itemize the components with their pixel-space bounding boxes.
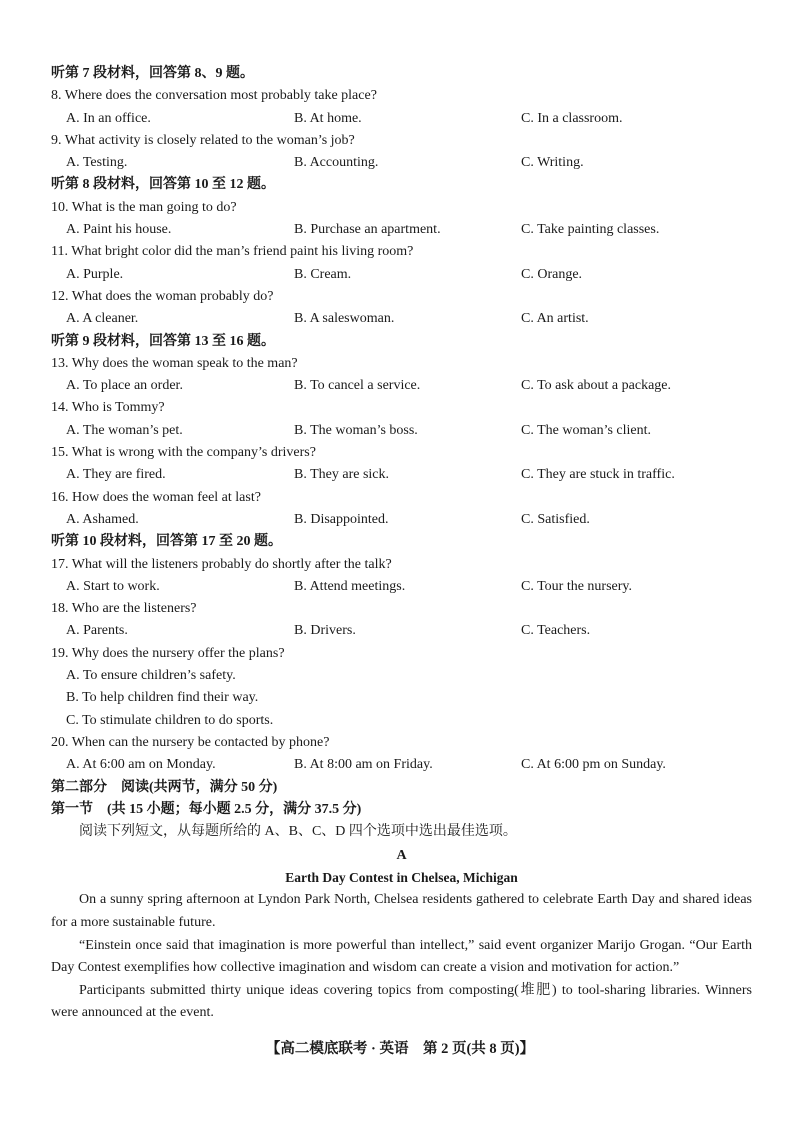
question-13-stem: 13. Why does the woman speak to the man?: [51, 355, 298, 371]
part-2-title: 第二部分 阅读(共两节，满分 50 分): [51, 779, 278, 795]
question-11-stem: 11. What bright color did the man’s friend paint his living room?: [51, 244, 414, 260]
question-17-stem: 17. What will the listeners probably do shortly after the talk?: [51, 556, 392, 572]
option-a: A. Testing.: [66, 155, 128, 171]
option-c: C. At 6:00 pm on Sunday.: [521, 757, 666, 773]
option-c: C. Orange.: [521, 266, 583, 282]
passage-paragraph-3: Participants submitted thirty unique ideas covering topics from composting(堆肥) to tool-sharing libraries. Winners were announced at the event.: [51, 982, 752, 1021]
option-c: C. They are stuck in traffic.: [521, 467, 675, 483]
question-11-options: [51, 264, 752, 286]
option-b: B. At home.: [294, 110, 362, 126]
option-a: A. Parents.: [66, 623, 128, 639]
option-a: A. Ashamed.: [66, 511, 139, 527]
option-b: B. Attend meetings.: [294, 578, 406, 594]
question-18-options: [51, 620, 752, 642]
question-14-stem: 14. Who is Tommy?: [51, 400, 165, 416]
section-9-header: 听第 9 段材料，回答第 13 至 16 题。: [51, 333, 275, 349]
option-a: A. To ensure children’s safety.: [66, 668, 236, 684]
question-9-options: [51, 152, 752, 174]
passage-title: Earth Day Contest in Chelsea, Michigan: [285, 870, 518, 886]
question-12-options: [51, 308, 752, 330]
option-a: A. Purple.: [66, 266, 124, 282]
passage-paragraph-1: On a sunny spring afternoon at Lyndon Park North, Chelsea residents gathered to celebrate Earth Day and shared ideas for a more sustainable future.: [51, 892, 752, 930]
option-b: B. A saleswoman.: [294, 311, 395, 327]
question-20-stem: 20. When can the nursery be contacted by phone?: [51, 734, 330, 750]
section-7-header: 听第 7 段材料，回答第 8、9 题。: [51, 66, 254, 81]
page-footer: 【高二模底联考 · 英语 第 2 页(共 8 页)】: [265, 1041, 535, 1057]
question-10-stem: 10. What is the man going to do?: [51, 199, 237, 215]
question-12-stem: 12. What does the woman probably do?: [51, 288, 274, 304]
option-c: C. Take painting classes.: [521, 222, 660, 238]
option-b: B. Disappointed.: [294, 511, 389, 527]
question-15-options: [51, 464, 752, 486]
option-b: B. Purchase an apartment.: [294, 222, 441, 238]
option-c: C. To ask about a package.: [521, 378, 671, 394]
option-b: B. Cream.: [294, 266, 352, 282]
option-c: C. In a classroom.: [521, 110, 623, 126]
option-b: B. At 8:00 am on Friday.: [294, 757, 433, 773]
passage-paragraph-2: “Einstein once said that imagination is more powerful than intellect,” said event organizer Marijo Grogan. “Our Earth Day Contest exemplifies how collective imagination and wisdom can create a vision and motivation for action.”: [51, 937, 752, 976]
option-c: C. To stimulate children to do sports.: [66, 712, 274, 728]
question-14-options: [51, 420, 752, 442]
question-16-options: [51, 509, 752, 531]
question-16-stem: 16. How does the woman feel at last?: [51, 489, 261, 505]
question-8-options: [51, 108, 752, 130]
option-b: B. To help children find their way.: [66, 690, 259, 706]
question-20-options: [51, 754, 752, 776]
option-a: A. Start to work.: [66, 578, 160, 594]
option-c: C. The woman’s client.: [521, 422, 651, 438]
question-13-options: [51, 375, 752, 397]
option-b: B. They are sick.: [294, 467, 389, 483]
question-17-options: [51, 576, 752, 598]
question-18-stem: 18. Who are the listeners?: [51, 601, 197, 617]
section-10-header: 听第 10 段材料，回答第 17 至 20 题。: [51, 534, 282, 550]
passage-letter: A: [396, 848, 407, 864]
option-a: A. At 6:00 am on Monday.: [66, 757, 216, 773]
option-a: A. A cleaner.: [66, 311, 139, 327]
question-19-stem: 19. Why does the nursery offer the plans?: [51, 645, 285, 661]
option-c: C. Writing.: [521, 155, 584, 171]
question-10-options: [51, 219, 752, 241]
option-a: A. In an office.: [66, 110, 151, 126]
question-15-stem: 15. What is wrong with the company’s drivers?: [51, 445, 316, 461]
option-c: C. Tour the nursery.: [521, 578, 633, 594]
option-a: A. The woman’s pet.: [66, 422, 183, 438]
option-b: B. Accounting.: [294, 155, 379, 171]
reading-instruction: 阅读下列短文，从每题所给的 A、B、C、D 四个选项中选出最佳选项。: [79, 824, 517, 840]
option-c: C. Satisfied.: [521, 511, 590, 527]
option-c: C. An artist.: [521, 311, 589, 327]
option-a: A. They are fired.: [66, 467, 166, 483]
section-8-header: 听第 8 段材料，回答第 10 至 12 题。: [51, 177, 275, 193]
question-9-stem: 9. What activity is closely related to the woman’s job?: [51, 132, 355, 148]
option-b: B. To cancel a service.: [294, 378, 421, 394]
option-a: A. To place an order.: [66, 378, 183, 394]
section-1-title: 第一节 (共 15 小题；每小题 2.5 分，满分 37.5 分): [51, 801, 362, 817]
option-b: B. The woman’s boss.: [294, 422, 418, 438]
question-8-stem: 8. Where does the conversation most probably take place?: [51, 88, 377, 104]
option-c: C. Teachers.: [521, 623, 591, 639]
option-b: B. Drivers.: [294, 623, 356, 639]
option-a: A. Paint his house.: [66, 222, 172, 238]
